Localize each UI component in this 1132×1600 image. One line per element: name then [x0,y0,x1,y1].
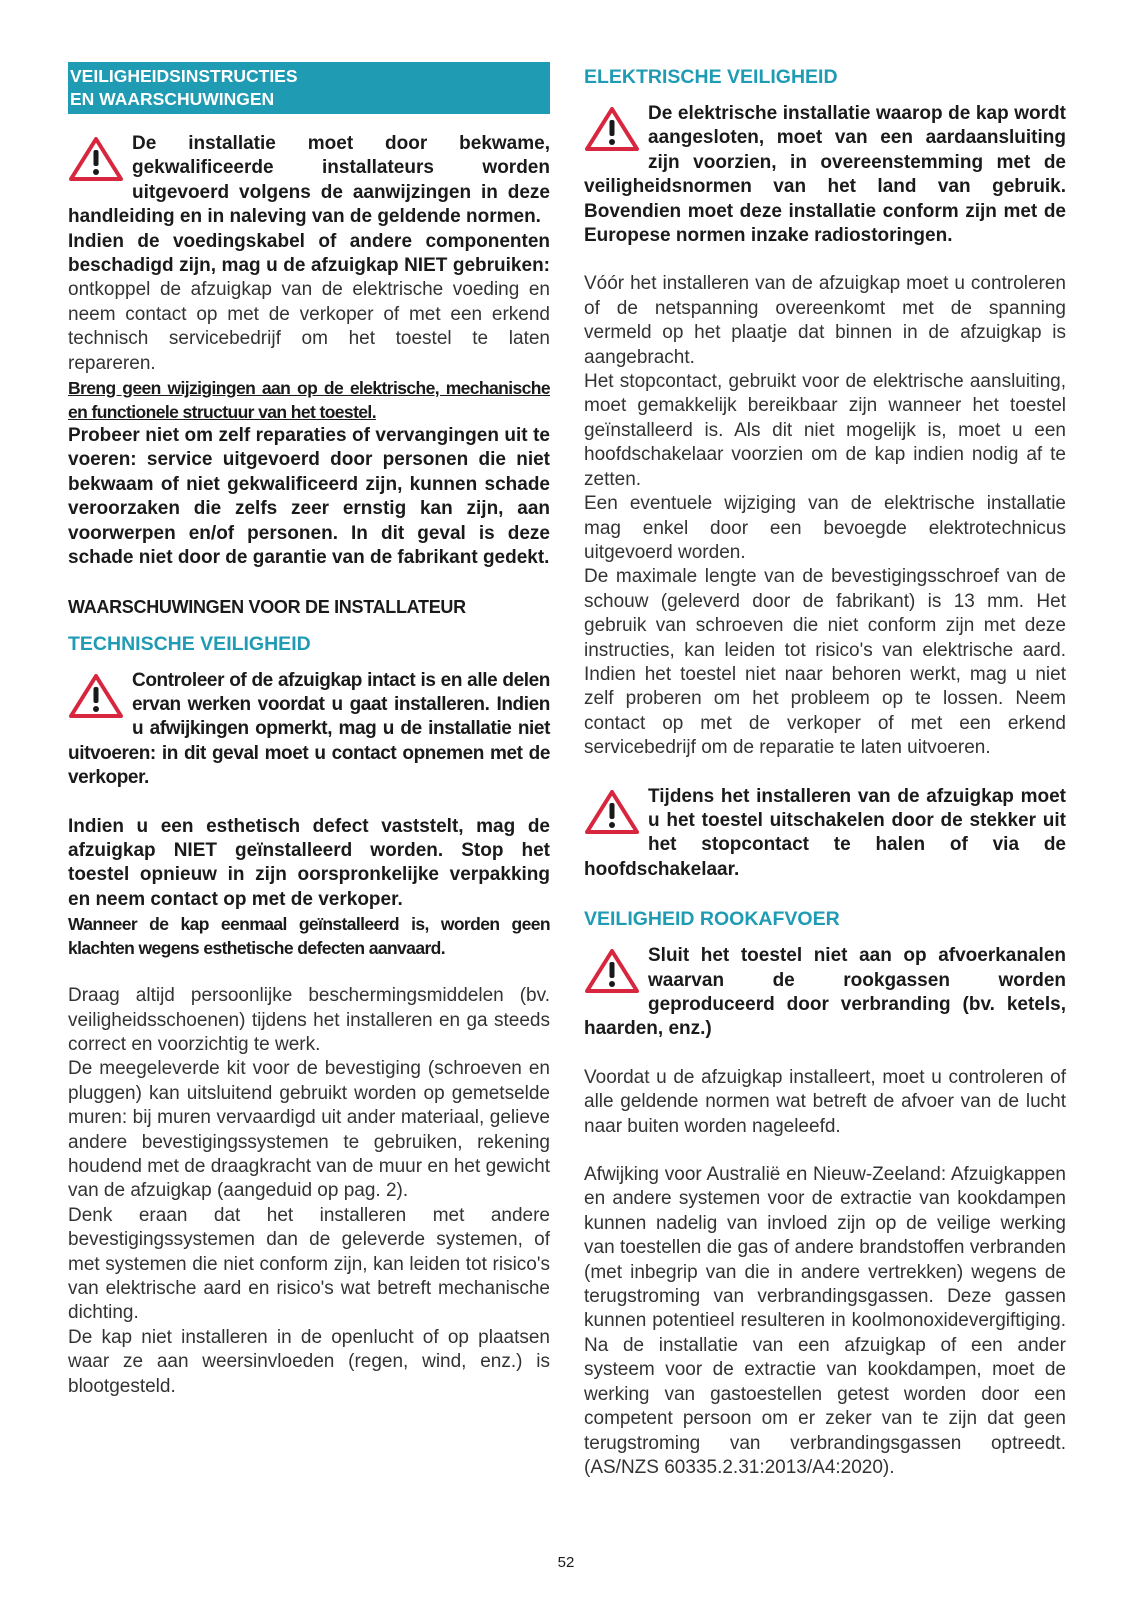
warning-text: De installatie moet door bekwame, gekwalificeerde installateurs worden uitgevoerd volgens de aanwijzingen in deze handleiding en in naleving van de geldende normen. [68,133,550,228]
warning-text: De elektrische installatie waarop de kap wordt aangesloten, moet van een aardaansluiting zijn voorzien, in overeenstemming met de veiligheidsnormen van het land van gebruik. Bovendien moet deze installatie conform zijn met de Europese normen inzake radiostoringen. [584,103,1066,247]
warning-triangle-icon [584,106,640,152]
warning-text: Sluit het toestel niet aan op afvoerkanalen waarvan de rookgassen worden geproduceerd door verbranding (bv. ketels, haarden, enz.) [584,945,1066,1040]
header-line-1: VEILIGHEIDSINSTRUCTIES [70,66,298,86]
paragraph-voltage-check: Vóór het installeren van de afzuigkap moet u controleren of de netspanning overeenkomt met de spanning vermeld op het plaatje dat binnen in de afzuigkap is aangebracht. [584,273,1066,368]
paragraph-screw-length: De maximale lengte van de bevestigingsschroef van de schouw (geleverd door de fabrikant) is 13 mm. Het gebruik van schroeven die niet conform zijn met deze instructies, kan leiden tot risico's van elektrische aard. Indien het toestel niet naar behoren werkt, mag u niet zelf proberen om het probleem op te lossen. Neem contact op met de verkoper of met een erkend servicebedrijf om de reparatie te laten uitvoeren. [584,566,1066,759]
warning-triangle-icon [584,948,640,994]
warning-triangle-icon [68,136,124,182]
paragraph-other-fixings: Denk eraan dat het installeren met andere bevestigingssystemen dan de geleverde systemen, of met systemen die niet conform zijn, kan leiden tot risico's van elektrische aard en risico's wat betreft mechanische dichting. [68,1204,550,1324]
heading-installer-warnings: WAARSCHUWINGEN VOOR DE INSTALLATEUR [68,596,466,617]
paragraph-no-modifications: Breng geen wijzigingen aan op de elektrische, mechanische en functionele structuur van het toestel. [68,378,550,423]
warning-triangle-icon [68,673,124,719]
paragraph-no-complaints: Wanneer de kap eenmaal geïnstalleerd is, worden geen klachten wegens esthetische defecten aanvaard. [68,914,550,959]
warning-block-disconnect [584,785,1066,883]
paragraph-fixing-kit: De meegeleverde kit voor de bevestiging (schroeven en pluggen) kan uitsluitend gebruikt worden op gemetselde muren: bij muren vervaardigd uit ander materiaal, gelieve andere bevestigingssystemen te gebruiken, rekening houdend met de draagkracht van de muur en het gewicht van de afzuigkap (aangeduid op pag. 2). [68,1058,550,1202]
paragraph-protective-equipment: Draag altijd persoonlijke beschermingsmiddelen (bv. veiligheidsschoenen) tijdens het installeren en ga steeds correct en voorzichtig te werk. [68,985,550,1055]
paragraph-socket: Het stopcontact, gebruikt voor de elektrische aansluiting, moet gemakkelijk bereikbaar zijn wanneer het toestel geïnstalleerd is. Als dit niet mogelijk is, moet u een hoofdschakelaar voorzien om de kap indien nodig af te zetten. [584,371,1066,490]
warning-text: Controleer of de afzuigkap intact is en alle delen ervan werken voordat u gaat installeren. Indien u afwijkingen opmerkt, mag u de installatie niet uitvoeren: in dit geval moet u contact opnemen met de verkoper. [68,669,550,789]
paragraph-australia-nz: Afwijking voor Australië en Nieuw-Zeeland: Afzuigkappen en andere systemen voor de extractie van kookdampen kunnen nadelig van invloed zijn op de veilige werking van toestellen die gas of andere brandstoffen verbranden (met inbegrip van die in andere vertrekken) wegens de terugstroming van verbrandingsgassen. Deze gassen kunnen potentieel resulteren in koolmonoxidevergiftiging. Na de installatie van een afzuigkap of een ander systeem voor de extractie van kookdampen, moet de werking van gastoestellen getest worden door een competent persoon om er zeker van te zijn dat geen terugstroming van verbrandingsgassen optreedt. (AS/NZS 60335.2.31:2013/A4:2020). [584,1164,1066,1478]
warning-triangle-icon [584,789,640,835]
warning-block-technical [68,669,550,791]
paragraph-damaged-cable: Indien de voedingskabel of andere componenten beschadigd zijn, mag u de afzuigkap NIET gebruiken: ontkoppel de afzuigkap van de elektrische voeding en neem contact op met de verkoper of met een erkend technisch servicebedrijf om het toestel te laten repareren. [68,230,550,374]
section-header-safety [68,62,550,114]
paragraph-aesthetic-defect: Indien u een esthetisch defect vaststelt, mag de afzuigkap NIET geïnstalleerd worden. Stop het toestel opnieuw in zijn oorspronkelijke verpakking en neem contact op met de verkoper. [68,815,550,910]
left-column [68,62,550,1399]
paragraph-outdoor: De kap niet installeren in de openlucht of op plaatsen waar ze aan weersinvloeden (regen, wind, enz.) is blootgesteld. [68,1326,550,1397]
right-column [584,62,1066,1480]
heading-electrical-safety: ELEKTRISCHE VEILIGHEID [584,66,838,88]
page-number: 52 [557,1554,575,1571]
warning-block-electrical [584,102,1066,248]
warning-text: Tijdens het installeren van de afzuigkap moet u het toestel uitschakelen door de stekker uit het stopcontact te halen of via de hoofdschakelaar. [584,785,1066,880]
heading-smoke-safety: VEILIGHEID ROOKAFVOER [584,908,840,931]
paragraph-no-repairs: Probeer niet om zelf reparaties of vervangingen uit te voeren: service uitgevoerd door personen die niet bekwaam of niet gekwalificeerd zijn, kunnen schade veroorzaken die zelfs zeer ernstig kan zijn, aan voorwerpen en/of personen. In dit geval is deze schade niet door de garantie van de fabrikant gedekt. [68,425,550,569]
heading-technical-safety: TECHNISCHE VEILIGHEID [68,632,311,655]
header-line-2: EN WAARSCHUWINGEN [70,89,275,109]
paragraph-exhaust-norms: Voordat u de afzuigkap installeert, moet u controleren of alle geldende normen wat betreft de afvoer van de lucht naar buiten worden nageleefd. [584,1066,1066,1137]
warning-block-installation [68,132,550,230]
warning-block-smoke [584,944,1066,1042]
paragraph-electrician: Een eventuele wijziging van de elektrische installatie mag enkel door een bevoegde elektrotechnicus uitgevoerd worden. [584,493,1066,563]
